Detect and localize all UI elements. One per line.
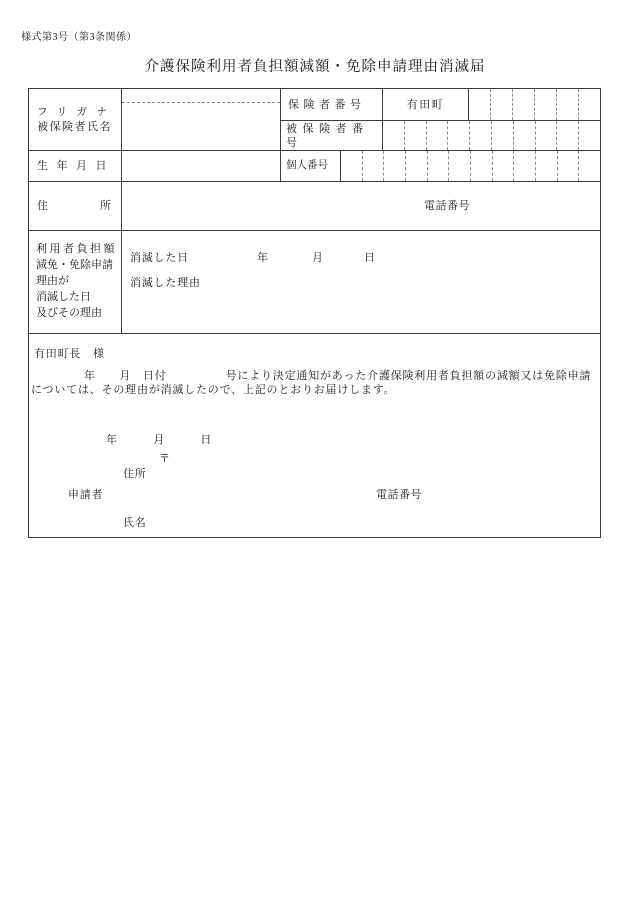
- digit-cell[interactable]: [556, 89, 578, 120]
- digit-cell[interactable]: [405, 151, 427, 181]
- digit-cell[interactable]: [578, 89, 600, 120]
- insurer-number-label: 保険者番号: [281, 89, 383, 121]
- digit-cell[interactable]: [492, 151, 514, 181]
- reason-label-line: 減免・免除申請: [36, 259, 113, 271]
- expired-reason-label: 消滅した理由: [130, 277, 201, 289]
- address-label-right: 所: [100, 200, 111, 212]
- personal-number-label: 個人番号: [281, 151, 341, 182]
- reason-label-line: 及びその理由: [36, 307, 102, 319]
- digit-cell[interactable]: [534, 89, 556, 120]
- insurer-number-digits: [469, 89, 600, 121]
- furigana-divider: [122, 102, 280, 103]
- address-field[interactable]: [122, 182, 600, 231]
- address-label-left: 住: [37, 200, 48, 212]
- digit-cell[interactable]: [448, 151, 470, 181]
- digit-cell[interactable]: [556, 121, 578, 150]
- postal-mark: 〒: [159, 453, 170, 465]
- digit-cell[interactable]: [578, 121, 600, 150]
- reason-label-line: 消滅した日: [36, 291, 91, 303]
- insured-number-label: 被保険者番号: [281, 121, 383, 151]
- digit-cell[interactable]: [513, 151, 535, 181]
- insurer-number-city-value: 有田町: [383, 89, 469, 121]
- digit-cell[interactable]: [341, 151, 362, 181]
- digit-cell[interactable]: [557, 151, 579, 181]
- month-label: 月: [312, 252, 323, 264]
- digit-cell[interactable]: [491, 121, 513, 150]
- signature-phone-label: 電話番号: [376, 489, 422, 501]
- digit-cell[interactable]: [490, 89, 512, 120]
- applicant-label: 申請者: [68, 489, 104, 501]
- digit-cell[interactable]: [513, 121, 535, 150]
- digit-cell[interactable]: [383, 121, 404, 150]
- signature-address-label: 住所: [123, 468, 147, 480]
- digit-cell[interactable]: [469, 121, 491, 150]
- declaration-section: [29, 334, 600, 537]
- year-label: 年: [257, 252, 268, 264]
- reason-label-line: 理由が: [36, 275, 69, 287]
- reason-row-label: [29, 231, 122, 334]
- address-label: [29, 182, 122, 231]
- expired-date-label: 消滅した日: [130, 252, 189, 264]
- furigana-label-text: フリガナ: [37, 106, 117, 118]
- insured-name-label-text: 被保険者氏名: [37, 120, 112, 133]
- digit-cell[interactable]: [447, 121, 469, 150]
- reason-label-line: 利用者負担額: [36, 243, 117, 255]
- digit-cell[interactable]: [470, 151, 492, 181]
- addressee: 有田町長 様: [34, 348, 105, 360]
- digit-cell[interactable]: [535, 151, 557, 181]
- personal-number-digits: [341, 151, 600, 182]
- digit-cell[interactable]: [362, 151, 384, 181]
- digit-cell[interactable]: [427, 151, 449, 181]
- digit-cell[interactable]: [469, 89, 490, 120]
- digit-cell[interactable]: [535, 121, 557, 150]
- phone-number-label: 電話番号: [424, 200, 470, 212]
- day-label: 日: [364, 252, 375, 264]
- applicant-info-table: [28, 88, 601, 538]
- digit-cell[interactable]: [383, 151, 405, 181]
- furigana-name-label: [29, 89, 122, 151]
- digit-cell[interactable]: [578, 151, 600, 181]
- insured-number-digits: [383, 121, 600, 151]
- reason-field[interactable]: [122, 231, 600, 334]
- signature-date-line: 年 月 日: [106, 434, 213, 446]
- signature-name-label: 氏名: [123, 517, 147, 529]
- form-number: 様式第3号（第3条関係）: [21, 32, 137, 43]
- digit-cell[interactable]: [426, 121, 448, 150]
- birth-date-label: 生年月日: [29, 151, 122, 182]
- form-title: 介護保険利用者負担額減額・免除申請理由消滅届: [144, 59, 486, 75]
- declaration-line-2: については、その理由が消滅したので、上記のとおりお届けします。: [31, 384, 396, 396]
- declaration-line-1: 年 月 日付 号により決定通知があった介護保険利用者負担額の減額又は免除申請: [84, 370, 592, 382]
- birth-date-field[interactable]: [122, 151, 281, 182]
- name-entry-field[interactable]: [122, 89, 281, 151]
- digit-cell[interactable]: [512, 89, 534, 120]
- digit-cell[interactable]: [404, 121, 426, 150]
